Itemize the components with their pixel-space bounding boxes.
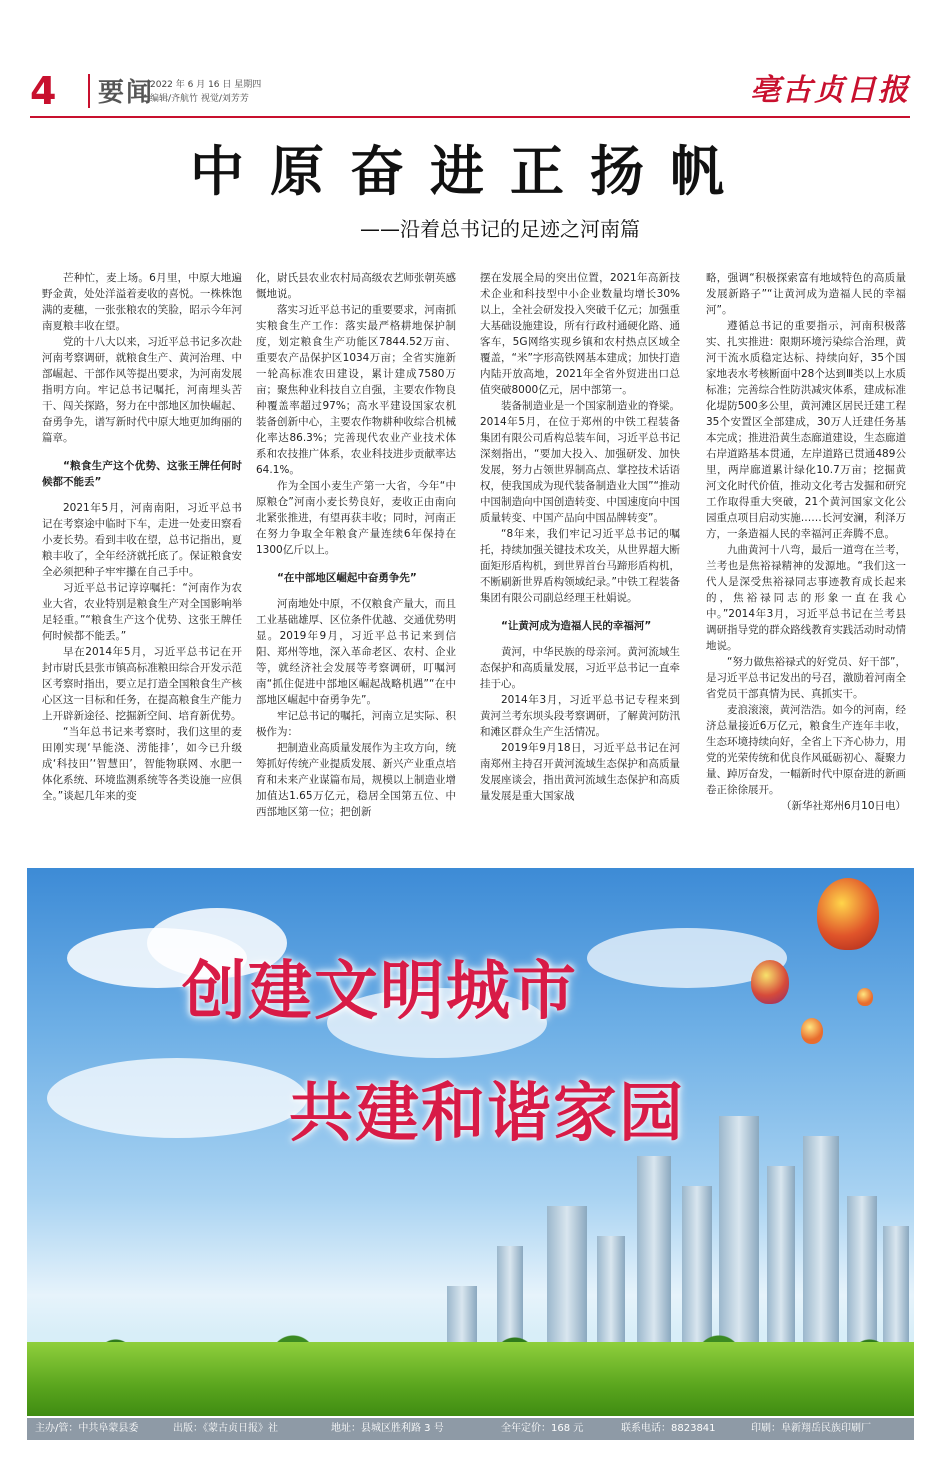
hot-air-balloon-icon: [801, 1018, 823, 1044]
header-rule: [30, 116, 910, 118]
paragraph: “当年总书记来考察时，我们这里的麦田刚实现‘旱能浇、涝能排’，如今已升级成‘科技田’‘智慧田’，智能物联网、水肥一体化系统、环境监测系统等各类设施一应俱全。”谈起几年来的变: [42, 726, 242, 802]
paragraph: 2021年5月，河南南阳，习近平总书记在考察途中临时下车，走进一处麦田察看小麦长势。看到丰收在望，总书记指出，夏粮丰收了，全年经济就托底了。保证粮食安全必须把种子牢牢攥在自己手中。: [42, 502, 242, 578]
article-column-2: [256, 270, 456, 820]
skyline-building: [719, 1116, 759, 1356]
article-title: 中原奋进正扬帆: [190, 140, 750, 203]
hot-air-balloon-icon: [817, 878, 879, 950]
paragraph: 2019年9月18日，习近平总书记在河南郑州主持召开黄河流域生态保护和高质量发展座谈会，指出黄河流域生态保护和高质量发展是重大国家战: [480, 742, 680, 802]
footer-printer: 印刷：阜新翔岳民族印刷厂: [751, 1423, 871, 1434]
paragraph: 芒种忙，麦上场。6月里，中原大地遍野金黄，处处洋溢着麦收的喜悦。一株株饱满的麦穗，一张张粮农的笑脸，昭示今年河南夏粮丰收在望。: [42, 272, 242, 332]
paragraph: 摆在发展全局的突出位置，2021年高新技术企业和科技型中小企业数量均增长30%以上，全社会研发投入突破千亿元；加强重大基础设施建设，所有行政村通硬化路、通客车，5G网络实现乡镇和农村热点区域全覆盖，“米”字形高铁网基本建成；加快打造内陆开放高地，2021年全省外贸进出口总值突破8000亿元，居中部第一。: [480, 272, 680, 396]
footer-phone: 联系电话：8823841: [621, 1423, 716, 1434]
paragraph: 党的十八大以来，习近平总书记多次赴河南考察调研，就粮食生产、黄河治理、中部崛起、干部作风等提出要求，为河南发展指明方向。牢记总书记嘱托，河南埋头苦干、闯关探路，努力在中部地区加快崛起、奋勇争先，谱写新时代中原大地更加绚丽的篇章。: [42, 336, 242, 444]
paragraph: 习近平总书记谆谆嘱托：“河南作为农业大省，农业特别是粮食生产对全国影响举足轻重。”“粮食生产这个优势、这张王牌任何时候都不能丢。”: [42, 582, 242, 642]
banner-slogan-line-2: 共建和谐家园: [289, 1077, 685, 1151]
footer-bar: [27, 1418, 914, 1440]
banner-slogan-line-1: 创建文明城市: [182, 955, 578, 1029]
cloud: [47, 1058, 307, 1138]
section-name: 要闻: [98, 78, 155, 108]
article-column-3: [480, 270, 680, 804]
article-column-1: [42, 270, 242, 804]
page-number: 4: [30, 69, 57, 113]
article-subtitle: ——沿着总书记的足迹之河南篇: [360, 217, 640, 241]
paragraph: 牢记总书记的嘱托，河南立足实际、积极作为：: [256, 710, 456, 738]
footer-price: 全年定价：168 元: [501, 1423, 584, 1434]
paragraph: 略，强调“积极探索富有地域特色的高质量发展新路子”“让黄河成为造福人民的幸福河”。: [706, 272, 906, 316]
article-column-4: [706, 270, 906, 814]
paragraph: 化，尉氏县农业农村局高级农艺师张朝英感慨地说。: [256, 272, 456, 300]
footer-sponsor: 主办/管：中共阜蒙县委: [35, 1423, 139, 1434]
editor-line: 编辑/齐航竹 视觉/刘芳芳: [150, 94, 249, 104]
paragraph: 九曲黄河十八弯，最后一道弯在兰考，兰考也是焦裕禄精神的发源地。“我们这一代人是深受焦裕禄同志事迹教育成长起来的，焦裕禄同志的形象一直在我心中。”2014年3月，习近平总书记在兰考县调研指导党的群众路线教育实践活动时动情地说。: [706, 544, 906, 652]
section-heading: “在中部地区崛起中奋勇争先”: [277, 572, 417, 584]
paragraph: 作为全国小麦生产第一大省，今年“中原粮仓”河南小麦长势良好，麦收正由南向北紧张推进，有望再获丰收；同时，河南正在努力争取全年粮食产量连续6年保持在1300亿斤以上。: [256, 480, 456, 556]
paragraph: 早在2014年5月，习近平总书记在开封市尉氏县张市镇高标准粮田综合开发示范区考察时指出，要立足打造全国粮食生产核心区这一目标和任务，在提高粮食生产能力上开辟新途径、挖掘新空间、培育新优势。: [42, 646, 242, 722]
date-line: 2022 年 6 月 16 日 星期四: [150, 80, 262, 90]
grass-field: [27, 1342, 914, 1416]
hot-air-balloon-icon: [857, 988, 873, 1006]
paragraph: 麦浪滚滚，黄河浩浩。如今的河南，经济总量接近6万亿元，粮食生产连年丰收，生态环境持续向好，全省上下齐心协力，用党的光荣传统和优良作风砥砺初心、凝聚力量、踔厉奋发，一幅新时代中原奋进的新画卷正徐徐展开。: [706, 704, 906, 796]
paragraph: 2014年3月，习近平总书记专程来到黄河兰考东坝头段考察调研，了解黄河防汛和滩区群众生产生活情况。: [480, 694, 680, 738]
paragraph: “努力做焦裕禄式的好党员、好干部”，是习近平总书记发出的号召，激励着河南全省党员干部真情为民、真抓实干。: [706, 656, 906, 700]
dateline: （新华社郑州6月10日电）: [780, 800, 906, 812]
edition-meta: [150, 78, 261, 106]
hot-air-balloon-icon: [751, 960, 789, 1004]
footer-publisher: 出版：《蒙古贞日报》社: [173, 1423, 278, 1434]
paragraph: 河南地处中原，不仅粮食产量大，而且工业基础雄厚、区位条件优越、交通优势明显。2019年9月，习近平总书记来到信阳、郑州等地，深入革命老区、农村、企业等，就经济社会发展等考察调研，叮嘱河南“抓住促进中部地区崛起战略机遇”“在中部地区崛起中奋勇争先”。: [256, 598, 456, 706]
header-divider: [88, 74, 90, 108]
masthead: [30, 70, 910, 114]
footer-address: 地址：县城区胜利路 3 号: [331, 1423, 444, 1434]
section-heading: “让黄河成为造福人民的幸福河”: [501, 620, 652, 632]
paragraph: 遵循总书记的重要指示，河南积极落实、扎实推进：限期环境污染综合治理，黄河干流水质稳定达标、持续向好，35个国家地表水考核断面中28个达到Ⅲ类以上水质标准；完善综合性防洪减灾体系，建成标准化堤防500多公里，黄河滩区居民迁建工程35个安置区全部建成，30万人迁建任务基本完成；推进沿黄生态廊道建设，生态廊道右岸道路基本贯通，左岸道路已贯通489公里，两岸廊道累计绿化10.7万亩；挖掘黄河文化时代价值，推动文化考古发掘和研究工作取得重大突破，21个黄河国家文化公园重点项目启动实施……长河安澜，利泽万方，一条造福人民的幸福河正奔腾不息。: [706, 320, 906, 540]
section-heading: “粮食生产这个优势、这张王牌任何时候都不能丢”: [42, 460, 242, 488]
paragraph: “8年来，我们牢记习近平总书记的嘱托，持续加强关键技术攻关，从世界超大断面矩形盾构机，到世界首台马蹄形盾构机，不断刷新世界盾构领域纪录。”中铁工程装备集团有限公司副总经理王杜娟说。: [480, 528, 680, 604]
newspaper-logo: 亳古贞日报: [750, 73, 910, 108]
paragraph: 把制造业高质量发展作为主攻方向，统筹抓好传统产业提质发展、新兴产业重点培育和未来产业谋篇布局，规模以上制造业增加值达1.65万亿元，稳居全国第五位、中西部地区第一位；把创新: [256, 742, 456, 818]
paragraph: 落实习近平总书记的重要要求，河南抓实粮食生产工作：落实最严格耕地保护制度，划定粮食生产功能区7844.52万亩、重要农产品保护区1034万亩；全省实施新一轮高标准农田建设，累计建成7580万亩；聚焦种业科技自立自强，主要农作物良种覆盖率超过97%；高水平建设国家农机装备创新中心，主要农作物耕种收综合机械化率达86.3%；完善现代农业产业技术体系和农技推广体系，农业科技进步贡献率达64.1%。: [256, 304, 456, 476]
paragraph: 装备制造业是一个国家制造业的脊梁。2014年5月，在位于郑州的中铁工程装备集团有限公司盾构总装车间，习近平总书记深刻指出，“要加大投入、加强研发、加快发展，努力占领世界制高点、掌控技术话语权，使我国成为现代装备制造业大国”“推动中国制造向中国创造转变、中国速度向中国质量转变、中国产品向中国品牌转变”。: [480, 400, 680, 524]
civic-banner: [27, 868, 914, 1416]
paragraph: 黄河，中华民族的母亲河。黄河流域生态保护和高质量发展，习近平总书记一直牵挂于心。: [480, 646, 680, 690]
